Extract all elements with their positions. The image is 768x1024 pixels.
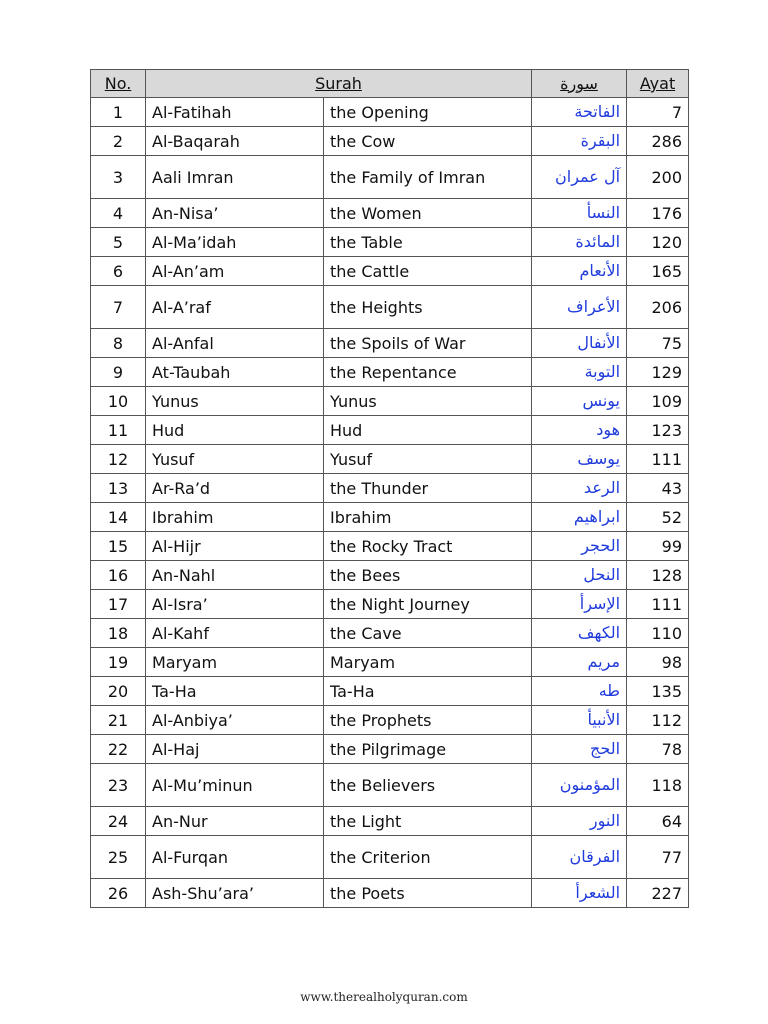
surah-number: 4 bbox=[91, 199, 146, 228]
surah-name: Aali Imran bbox=[146, 156, 324, 199]
table-row bbox=[91, 706, 689, 735]
ayat-count: 78 bbox=[627, 735, 689, 764]
surah-number: 14 bbox=[91, 503, 146, 532]
surah-name: Al-Baqarah bbox=[146, 127, 324, 156]
header-no: No. bbox=[91, 70, 146, 98]
surah-name: Al-A’raf bbox=[146, 286, 324, 329]
surah-meaning: the Spoils of War bbox=[324, 329, 532, 358]
surah-arabic-name: الفرقان bbox=[532, 836, 627, 879]
ayat-count: 52 bbox=[627, 503, 689, 532]
table-row bbox=[91, 445, 689, 474]
surah-name: Maryam bbox=[146, 648, 324, 677]
surah-meaning: the Thunder bbox=[324, 474, 532, 503]
table-row bbox=[91, 879, 689, 908]
ayat-count: 98 bbox=[627, 648, 689, 677]
table-row bbox=[91, 156, 689, 199]
surah-number: 26 bbox=[91, 879, 146, 908]
surah-arabic-name: النحل bbox=[532, 561, 627, 590]
surah-name: Al-Kahf bbox=[146, 619, 324, 648]
surah-number: 16 bbox=[91, 561, 146, 590]
surah-arabic-name: النور bbox=[532, 807, 627, 836]
ayat-count: 99 bbox=[627, 532, 689, 561]
surah-name: Al-An’am bbox=[146, 257, 324, 286]
table-row bbox=[91, 228, 689, 257]
surah-meaning: Ta-Ha bbox=[324, 677, 532, 706]
surah-meaning: Hud bbox=[324, 416, 532, 445]
surah-number: 23 bbox=[91, 764, 146, 807]
surah-arabic-name: الحجر bbox=[532, 532, 627, 561]
surah-arabic-name: البقرة bbox=[532, 127, 627, 156]
ayat-count: 7 bbox=[627, 98, 689, 127]
surah-arabic-name: الأعراف bbox=[532, 286, 627, 329]
surah-number: 21 bbox=[91, 706, 146, 735]
surah-number: 3 bbox=[91, 156, 146, 199]
surah-name: An-Nahl bbox=[146, 561, 324, 590]
header-ayat: Ayat bbox=[627, 70, 689, 98]
surah-number: 13 bbox=[91, 474, 146, 503]
surah-arabic-name: آل عمران bbox=[532, 156, 627, 199]
surah-name: Ar-Ra’d bbox=[146, 474, 324, 503]
table-row bbox=[91, 735, 689, 764]
surah-arabic-name: الحج bbox=[532, 735, 627, 764]
surah-arabic-name: الرعد bbox=[532, 474, 627, 503]
surah-number: 1 bbox=[91, 98, 146, 127]
ayat-count: 135 bbox=[627, 677, 689, 706]
surah-name: Yusuf bbox=[146, 445, 324, 474]
surah-number: 17 bbox=[91, 590, 146, 619]
surah-number: 18 bbox=[91, 619, 146, 648]
table-row bbox=[91, 387, 689, 416]
surah-arabic-name: يوسف bbox=[532, 445, 627, 474]
table-row bbox=[91, 764, 689, 807]
surah-meaning: the Cow bbox=[324, 127, 532, 156]
surah-arabic-name: التوبة bbox=[532, 358, 627, 387]
surah-name: Ta-Ha bbox=[146, 677, 324, 706]
surah-name: Yunus bbox=[146, 387, 324, 416]
surah-meaning: the Women bbox=[324, 199, 532, 228]
ayat-count: 200 bbox=[627, 156, 689, 199]
ayat-count: 120 bbox=[627, 228, 689, 257]
surah-name: Ibrahim bbox=[146, 503, 324, 532]
surah-number: 20 bbox=[91, 677, 146, 706]
surah-name: Al-Isra’ bbox=[146, 590, 324, 619]
table-row bbox=[91, 532, 689, 561]
surah-arabic-name: الكهف bbox=[532, 619, 627, 648]
surah-number: 15 bbox=[91, 532, 146, 561]
surah-name: At-Taubah bbox=[146, 358, 324, 387]
table-row bbox=[91, 416, 689, 445]
surah-meaning: the Criterion bbox=[324, 836, 532, 879]
surah-meaning: the Night Journey bbox=[324, 590, 532, 619]
surah-number: 7 bbox=[91, 286, 146, 329]
surah-name: Al-Anfal bbox=[146, 329, 324, 358]
surah-name: An-Nur bbox=[146, 807, 324, 836]
table-header-row bbox=[91, 70, 689, 98]
table-row bbox=[91, 286, 689, 329]
ayat-count: 109 bbox=[627, 387, 689, 416]
surah-name: Hud bbox=[146, 416, 324, 445]
surah-arabic-name: المائدة bbox=[532, 228, 627, 257]
surah-arabic-name: هود bbox=[532, 416, 627, 445]
ayat-count: 128 bbox=[627, 561, 689, 590]
surah-number: 24 bbox=[91, 807, 146, 836]
ayat-count: 286 bbox=[627, 127, 689, 156]
table-row bbox=[91, 561, 689, 590]
ayat-count: 110 bbox=[627, 619, 689, 648]
surah-number: 5 bbox=[91, 228, 146, 257]
surah-meaning: Maryam bbox=[324, 648, 532, 677]
ayat-count: 111 bbox=[627, 445, 689, 474]
surah-name: Al-Anbiya’ bbox=[146, 706, 324, 735]
surah-number: 8 bbox=[91, 329, 146, 358]
surah-meaning: the Opening bbox=[324, 98, 532, 127]
surah-meaning: the Believers bbox=[324, 764, 532, 807]
ayat-count: 176 bbox=[627, 199, 689, 228]
surah-name: Al-Ma’idah bbox=[146, 228, 324, 257]
surah-meaning: the Cattle bbox=[324, 257, 532, 286]
surah-arabic-name: الأنفال bbox=[532, 329, 627, 358]
table-row bbox=[91, 590, 689, 619]
surah-name: Al-Furqan bbox=[146, 836, 324, 879]
surah-meaning: Yusuf bbox=[324, 445, 532, 474]
surah-arabic-name: مريم bbox=[532, 648, 627, 677]
surah-arabic-name: الفاتحة bbox=[532, 98, 627, 127]
surah-meaning: the Bees bbox=[324, 561, 532, 590]
surah-meaning: the Cave bbox=[324, 619, 532, 648]
ayat-count: 43 bbox=[627, 474, 689, 503]
ayat-count: 64 bbox=[627, 807, 689, 836]
surah-meaning: the Repentance bbox=[324, 358, 532, 387]
surah-number: 11 bbox=[91, 416, 146, 445]
surah-name: Al-Fatihah bbox=[146, 98, 324, 127]
surah-number: 2 bbox=[91, 127, 146, 156]
surah-number: 9 bbox=[91, 358, 146, 387]
ayat-count: 123 bbox=[627, 416, 689, 445]
header-surah: Surah bbox=[146, 70, 532, 98]
surah-arabic-name: ابراهيم bbox=[532, 503, 627, 532]
surah-meaning: the Pilgrimage bbox=[324, 735, 532, 764]
surah-meaning: the Rocky Tract bbox=[324, 532, 532, 561]
surah-meaning: Yunus bbox=[324, 387, 532, 416]
ayat-count: 118 bbox=[627, 764, 689, 807]
surah-table bbox=[90, 69, 689, 908]
surah-number: 19 bbox=[91, 648, 146, 677]
surah-name: An-Nisa’ bbox=[146, 199, 324, 228]
table-row bbox=[91, 474, 689, 503]
surah-number: 6 bbox=[91, 257, 146, 286]
surah-arabic-name: طه bbox=[532, 677, 627, 706]
surah-arabic-name: النسأ bbox=[532, 199, 627, 228]
ayat-count: 206 bbox=[627, 286, 689, 329]
surah-arabic-name: يونس bbox=[532, 387, 627, 416]
table-row bbox=[91, 257, 689, 286]
ayat-count: 112 bbox=[627, 706, 689, 735]
table-row bbox=[91, 358, 689, 387]
surah-name: Ash-Shu’ara’ bbox=[146, 879, 324, 908]
table-row bbox=[91, 503, 689, 532]
surah-meaning: the Family of Imran bbox=[324, 156, 532, 199]
surah-arabic-name: الإسرأ bbox=[532, 590, 627, 619]
ayat-count: 77 bbox=[627, 836, 689, 879]
ayat-count: 227 bbox=[627, 879, 689, 908]
surah-number: 12 bbox=[91, 445, 146, 474]
surah-arabic-name: الأنعام bbox=[532, 257, 627, 286]
table-row bbox=[91, 836, 689, 879]
surah-name: Al-Mu’minun bbox=[146, 764, 324, 807]
surah-meaning: the Light bbox=[324, 807, 532, 836]
ayat-count: 111 bbox=[627, 590, 689, 619]
surah-arabic-name: الأنبيأ bbox=[532, 706, 627, 735]
table-row bbox=[91, 329, 689, 358]
surah-meaning: the Heights bbox=[324, 286, 532, 329]
footer-url: www.therealholyquran.com bbox=[300, 990, 468, 1004]
surah-meaning: the Poets bbox=[324, 879, 532, 908]
surah-meaning: Ibrahim bbox=[324, 503, 532, 532]
table-row bbox=[91, 807, 689, 836]
header-arabic: سورة bbox=[532, 70, 627, 98]
ayat-count: 129 bbox=[627, 358, 689, 387]
ayat-count: 75 bbox=[627, 329, 689, 358]
surah-name: Al-Hijr bbox=[146, 532, 324, 561]
surah-number: 10 bbox=[91, 387, 146, 416]
table-row bbox=[91, 127, 689, 156]
surah-number: 22 bbox=[91, 735, 146, 764]
surah-number: 25 bbox=[91, 836, 146, 879]
table-row bbox=[91, 199, 689, 228]
ayat-count: 165 bbox=[627, 257, 689, 286]
surah-meaning: the Table bbox=[324, 228, 532, 257]
surah-name: Al-Haj bbox=[146, 735, 324, 764]
table-row bbox=[91, 98, 689, 127]
surah-arabic-name: المؤمنون bbox=[532, 764, 627, 807]
surah-meaning: the Prophets bbox=[324, 706, 532, 735]
table-row bbox=[91, 677, 689, 706]
table-row bbox=[91, 619, 689, 648]
table-row bbox=[91, 648, 689, 677]
surah-arabic-name: الشعرأ bbox=[532, 879, 627, 908]
